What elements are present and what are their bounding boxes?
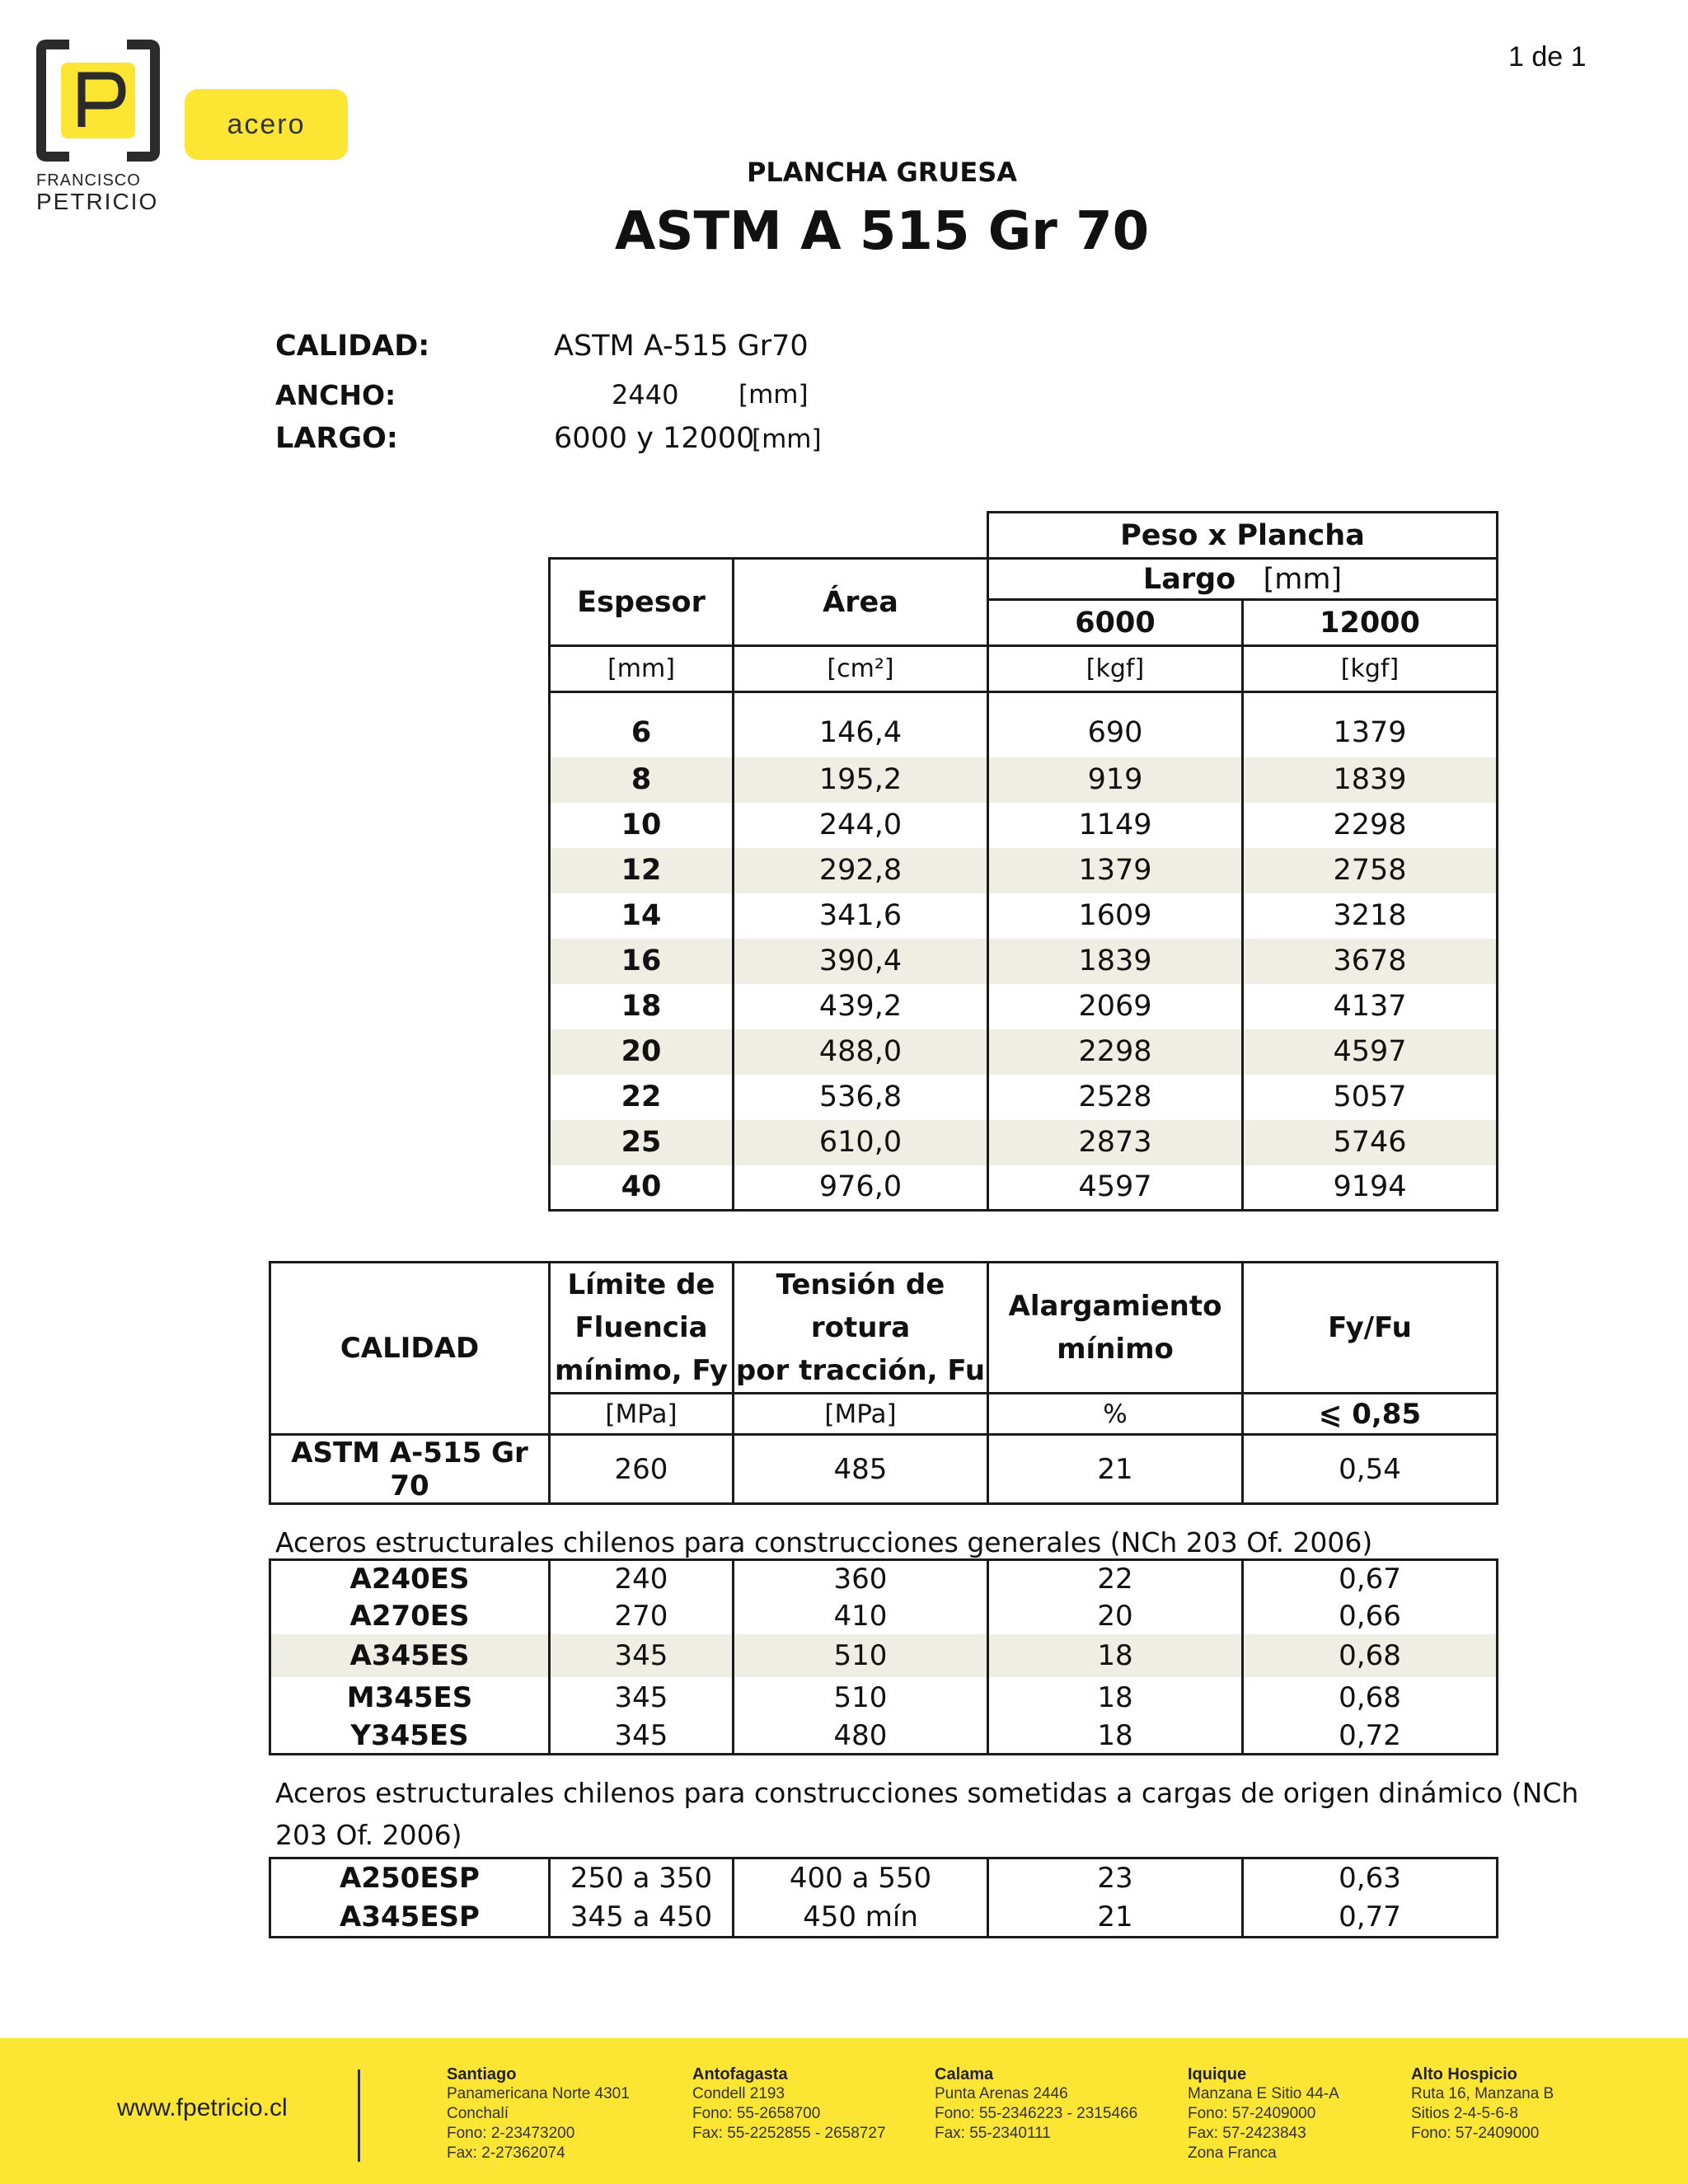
largo-header-unit: [mm] — [1263, 562, 1343, 596]
table-row: A240ES 240 360 22 0,67 — [270, 1560, 1498, 1598]
unit-fy: [MPa] — [550, 1394, 734, 1435]
fy-header: Límite de Fluencia mínimo, Fy — [550, 1263, 734, 1394]
website-link[interactable]: www.fpetricio.cl — [117, 2094, 288, 2121]
table-row: 10 244,0 1149 2298 — [550, 803, 1498, 848]
table-row: 12 292,8 1379 2758 — [550, 848, 1498, 893]
table-row: 20 488,0 2298 4597 — [550, 1029, 1498, 1075]
ancho-label: ANCHO: — [275, 379, 396, 411]
unit-ratio: ⩽ 0,85 — [1243, 1394, 1498, 1435]
unit-espesor: [mm] — [550, 646, 734, 692]
office-calama: Calama Punta Arenas 2446 Fono: 55-2346223 - 2315466 Fax: 55-2340111 — [935, 2065, 1138, 2142]
table-row: 25 610,0 2873 5746 — [550, 1120, 1498, 1165]
unit-12000: [kgf] — [1243, 646, 1498, 692]
unit-area: [cm²] — [734, 646, 988, 692]
espesor-header: Espesor — [550, 559, 734, 646]
general-steels-table — [269, 1558, 1498, 1755]
unit-fu: [MPa] — [734, 1394, 988, 1435]
ratio-header: Fy/Fu — [1243, 1263, 1498, 1394]
acero-badge: acero — [185, 89, 348, 160]
caption-dynamic: Aceros estructurales chilenos para construcciones sometidas a cargas de origen dinámico (NCh 203 Of. 2006) — [275, 1777, 1579, 1851]
document-subtitle: PLANCHA GRUESA — [746, 157, 1018, 188]
weights-table — [548, 511, 1498, 1212]
table-row: 40 976,0 4597 9194 — [550, 1165, 1498, 1211]
table-row: 16 390,4 1839 3678 — [550, 939, 1498, 984]
ancho-unit: [mm] — [738, 380, 809, 410]
footer — [0, 2038, 1688, 2184]
dynamic-steels-table — [269, 1857, 1498, 1938]
table-row: ASTM A-515 Gr 70 260 485 21 0,54 — [270, 1435, 1498, 1504]
footer-divider — [358, 2069, 360, 2162]
table-row: A345ES 345 510 18 0,68 — [270, 1634, 1498, 1677]
table-row: 8 195,2 919 1839 — [550, 757, 1498, 803]
alargamiento-header: Alargamiento mínimo — [988, 1263, 1243, 1394]
table-row: 22 536,8 2528 5057 — [550, 1075, 1498, 1120]
fu-header: Tensión de rotura por tracción, Fu — [734, 1263, 988, 1394]
office-santiago: Santiago Panamericana Norte 4301 Conchalí Fono: 2-23473200 Fax: 2-27362074 — [447, 2065, 630, 2162]
largo-header-label: Largo — [1142, 562, 1236, 596]
calidad-value: ASTM A-515 Gr70 — [554, 330, 809, 363]
peso-plancha-header: Peso x Plancha — [988, 513, 1498, 559]
page-number: 1 de 1 — [1508, 41, 1587, 73]
largo-unit: [mm] — [752, 424, 822, 454]
fp-logo-icon — [36, 38, 160, 163]
unit-6000: [kgf] — [988, 646, 1243, 692]
table-row: M345ES 345 510 18 0,68 — [270, 1677, 1498, 1718]
logo-line1: FRANCISCO — [36, 171, 141, 190]
caption-general: Aceros estructurales chilenos para construcciones generales (NCh 203 Of. 2006) — [275, 1526, 1373, 1558]
largo-label: LARGO: — [275, 422, 398, 455]
largo-value: 6000 y 12000 — [554, 422, 755, 455]
calidad-label: CALIDAD: — [275, 330, 430, 363]
largo-header — [988, 559, 1498, 600]
table-row: A345ESP 345 a 450 450 mín 21 0,77 — [270, 1898, 1498, 1938]
table-row: Y345ES 345 480 18 0,72 — [270, 1718, 1498, 1755]
table-row: A250ESP 250 a 350 400 a 550 23 0,63 — [270, 1858, 1498, 1898]
table-row: 18 439,2 2069 4137 — [550, 984, 1498, 1029]
properties-table — [269, 1261, 1498, 1505]
table-row: 14 341,6 1609 3218 — [550, 893, 1498, 939]
ancho-value: 2440 — [612, 379, 679, 410]
col-6000-header: 6000 — [988, 600, 1243, 646]
area-header: Área — [734, 559, 988, 646]
table-row: A270ES 270 410 20 0,66 — [270, 1598, 1498, 1634]
document-title: ASTM A 515 Gr 70 — [614, 201, 1150, 262]
office-iquique: Iquique Manzana E Sitio 44-A Fono: 57-2409000 Fax: 57-2423843 Zona Franca — [1188, 2065, 1339, 2162]
unit-alargamiento: % — [988, 1394, 1243, 1435]
calidad-header: CALIDAD — [270, 1263, 550, 1435]
office-alto-hospicio: Alto Hospicio Ruta 16, Manzana B Sitios 2-4-5-6-8 Fono: 57-2409000 — [1411, 2065, 1554, 2142]
table-row: 6 146,4 690 1379 — [550, 709, 1498, 757]
col-12000-header: 12000 — [1243, 600, 1498, 646]
office-antofagasta: Antofagasta Condell 2193 Fono: 55-2658700 Fax: 55-2252855 - 2658727 — [692, 2065, 886, 2142]
logo-line2: PETRICIO — [36, 189, 159, 214]
